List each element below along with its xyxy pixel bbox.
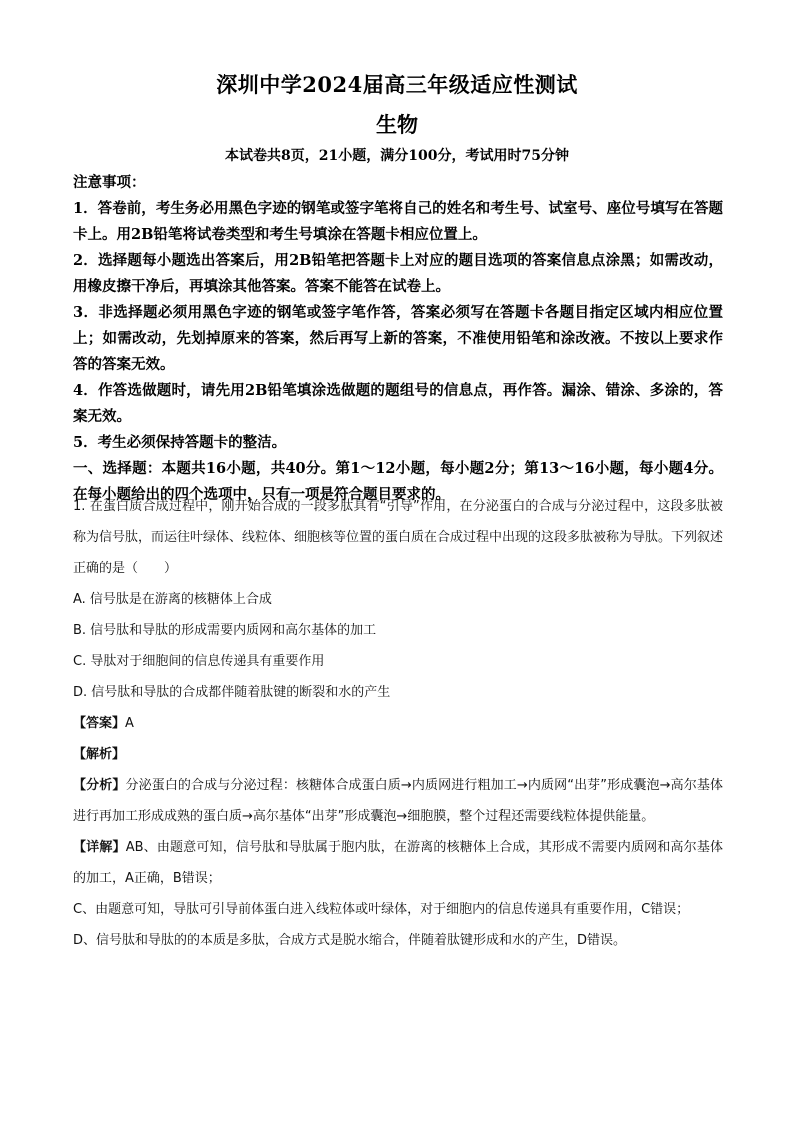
answer-label: 【答案】 xyxy=(73,716,126,731)
fenxi-label: 【分析】 xyxy=(73,778,126,793)
xiangjie-text-1: AB、由题意可知，信号肽和导肽属于胞内肽，在游离的核糖体上合成，其形成不需要内质网和高尔基体的加工，A正确，B错误； xyxy=(73,840,723,886)
analysis-label: 【解析】 xyxy=(73,747,126,762)
option-b: B. 信号肽和导肽的形成需要内质网和高尔基体的加工 xyxy=(73,623,377,638)
xiangjie-text-2: C、由题意可知，导肽可引导前体蛋白进入线粒体或叶绿体，对于细胞内的信息传递具有重要作用，C错误； xyxy=(73,902,690,917)
note-item-4: 4．作答选做题时，请先用2B铅笔填涂选做题的题组号的信息点，再作答。漏涂、错涂、多涂的，答案无效。 xyxy=(73,382,723,425)
answer-line xyxy=(73,708,723,739)
question-1 xyxy=(73,491,723,956)
exam-meta: 本试卷共8页，21小题，满分100分，考试用时75分钟 xyxy=(225,148,569,164)
note-item-1: 1．答卷前，考生务必用黑色字迹的钢笔或签字笔将自己的姓名和考生号、试室号、座位号填写在答题卡上。用2B铅笔将试卷类型和考生号填涂在答题卡相应位置上。 xyxy=(73,200,723,243)
answer-value: A xyxy=(125,716,134,731)
option-c: C. 导肽对于细胞间的信息传递具有重要作用 xyxy=(73,654,325,669)
fenxi-text: 分泌蛋白的合成与分泌过程：核糖体合成蛋白质→内质网进行粗加工→内质网“出芽”形成囊泡→高尔基体进行再加工形成成熟的蛋白质→高尔基体“出芽”形成囊泡→细胞膜，整个过程还需要线粒体提供能量。 xyxy=(73,778,723,824)
option-d: D. 信号肽和导肽的合成都伴随着肽键的断裂和水的产生 xyxy=(73,685,391,700)
note-item-3: 3．非选择题必须用黑色字迹的钢笔或签字笔作答，答案必须写在答题卡各题目指定区域内相应位置上；如需改动，先划掉原来的答案，然后再写上新的答案，不准使用铅笔和涂改液。不按以上要求作答的答案无效。 xyxy=(73,304,723,373)
exam-title: 深圳中学2024届高三年级适应性测试 xyxy=(216,72,578,97)
note-item-2: 2．选择题每小题选出答案后，用2B铅笔把答题卡上对应的题目选项的答案信息点涂黑；如需改动，用橡皮擦干净后，再填涂其他答案。答案不能答在试卷上。 xyxy=(73,252,723,295)
note-item-5: 5．考生必须保持答题卡的整洁。 xyxy=(73,434,287,451)
notes-section xyxy=(73,170,723,508)
xiangjie-text-3: D、信号肽和导肽的的本质是多肽，合成方式是脱水缩合，伴随着肽键形成和水的产生，D错误。 xyxy=(73,933,627,948)
notes-heading: 注意事项： xyxy=(73,174,146,191)
question-stem: 1. 在蛋白质合成过程中，刚开始合成的一段多肽具有“引导”作用，在分泌蛋白的合成与分泌过程中，这段多肽被称为信号肽，而运往叶绿体、线粒体、细胞核等位置的蛋白质在合成过程中出现的这段多肽被称为导肽。下列叙述正确的是（ ） xyxy=(73,499,724,576)
xiangjie-paragraph xyxy=(73,832,723,894)
fenxi-paragraph xyxy=(73,770,723,832)
exam-subject: 生物 xyxy=(376,112,418,137)
analysis-line xyxy=(73,739,723,770)
xiangjie-label: 【详解】 xyxy=(73,840,126,855)
option-a: A. 信号肽是在游离的核糖体上合成 xyxy=(73,592,272,607)
section-heading: 一、选择题：本题共16小题，共40分。第1～12小题，每小题2分；第13～16小题，每小题4分。在每小题给出的四个选项中，只有一项是符合题目要求的。 xyxy=(73,460,723,503)
